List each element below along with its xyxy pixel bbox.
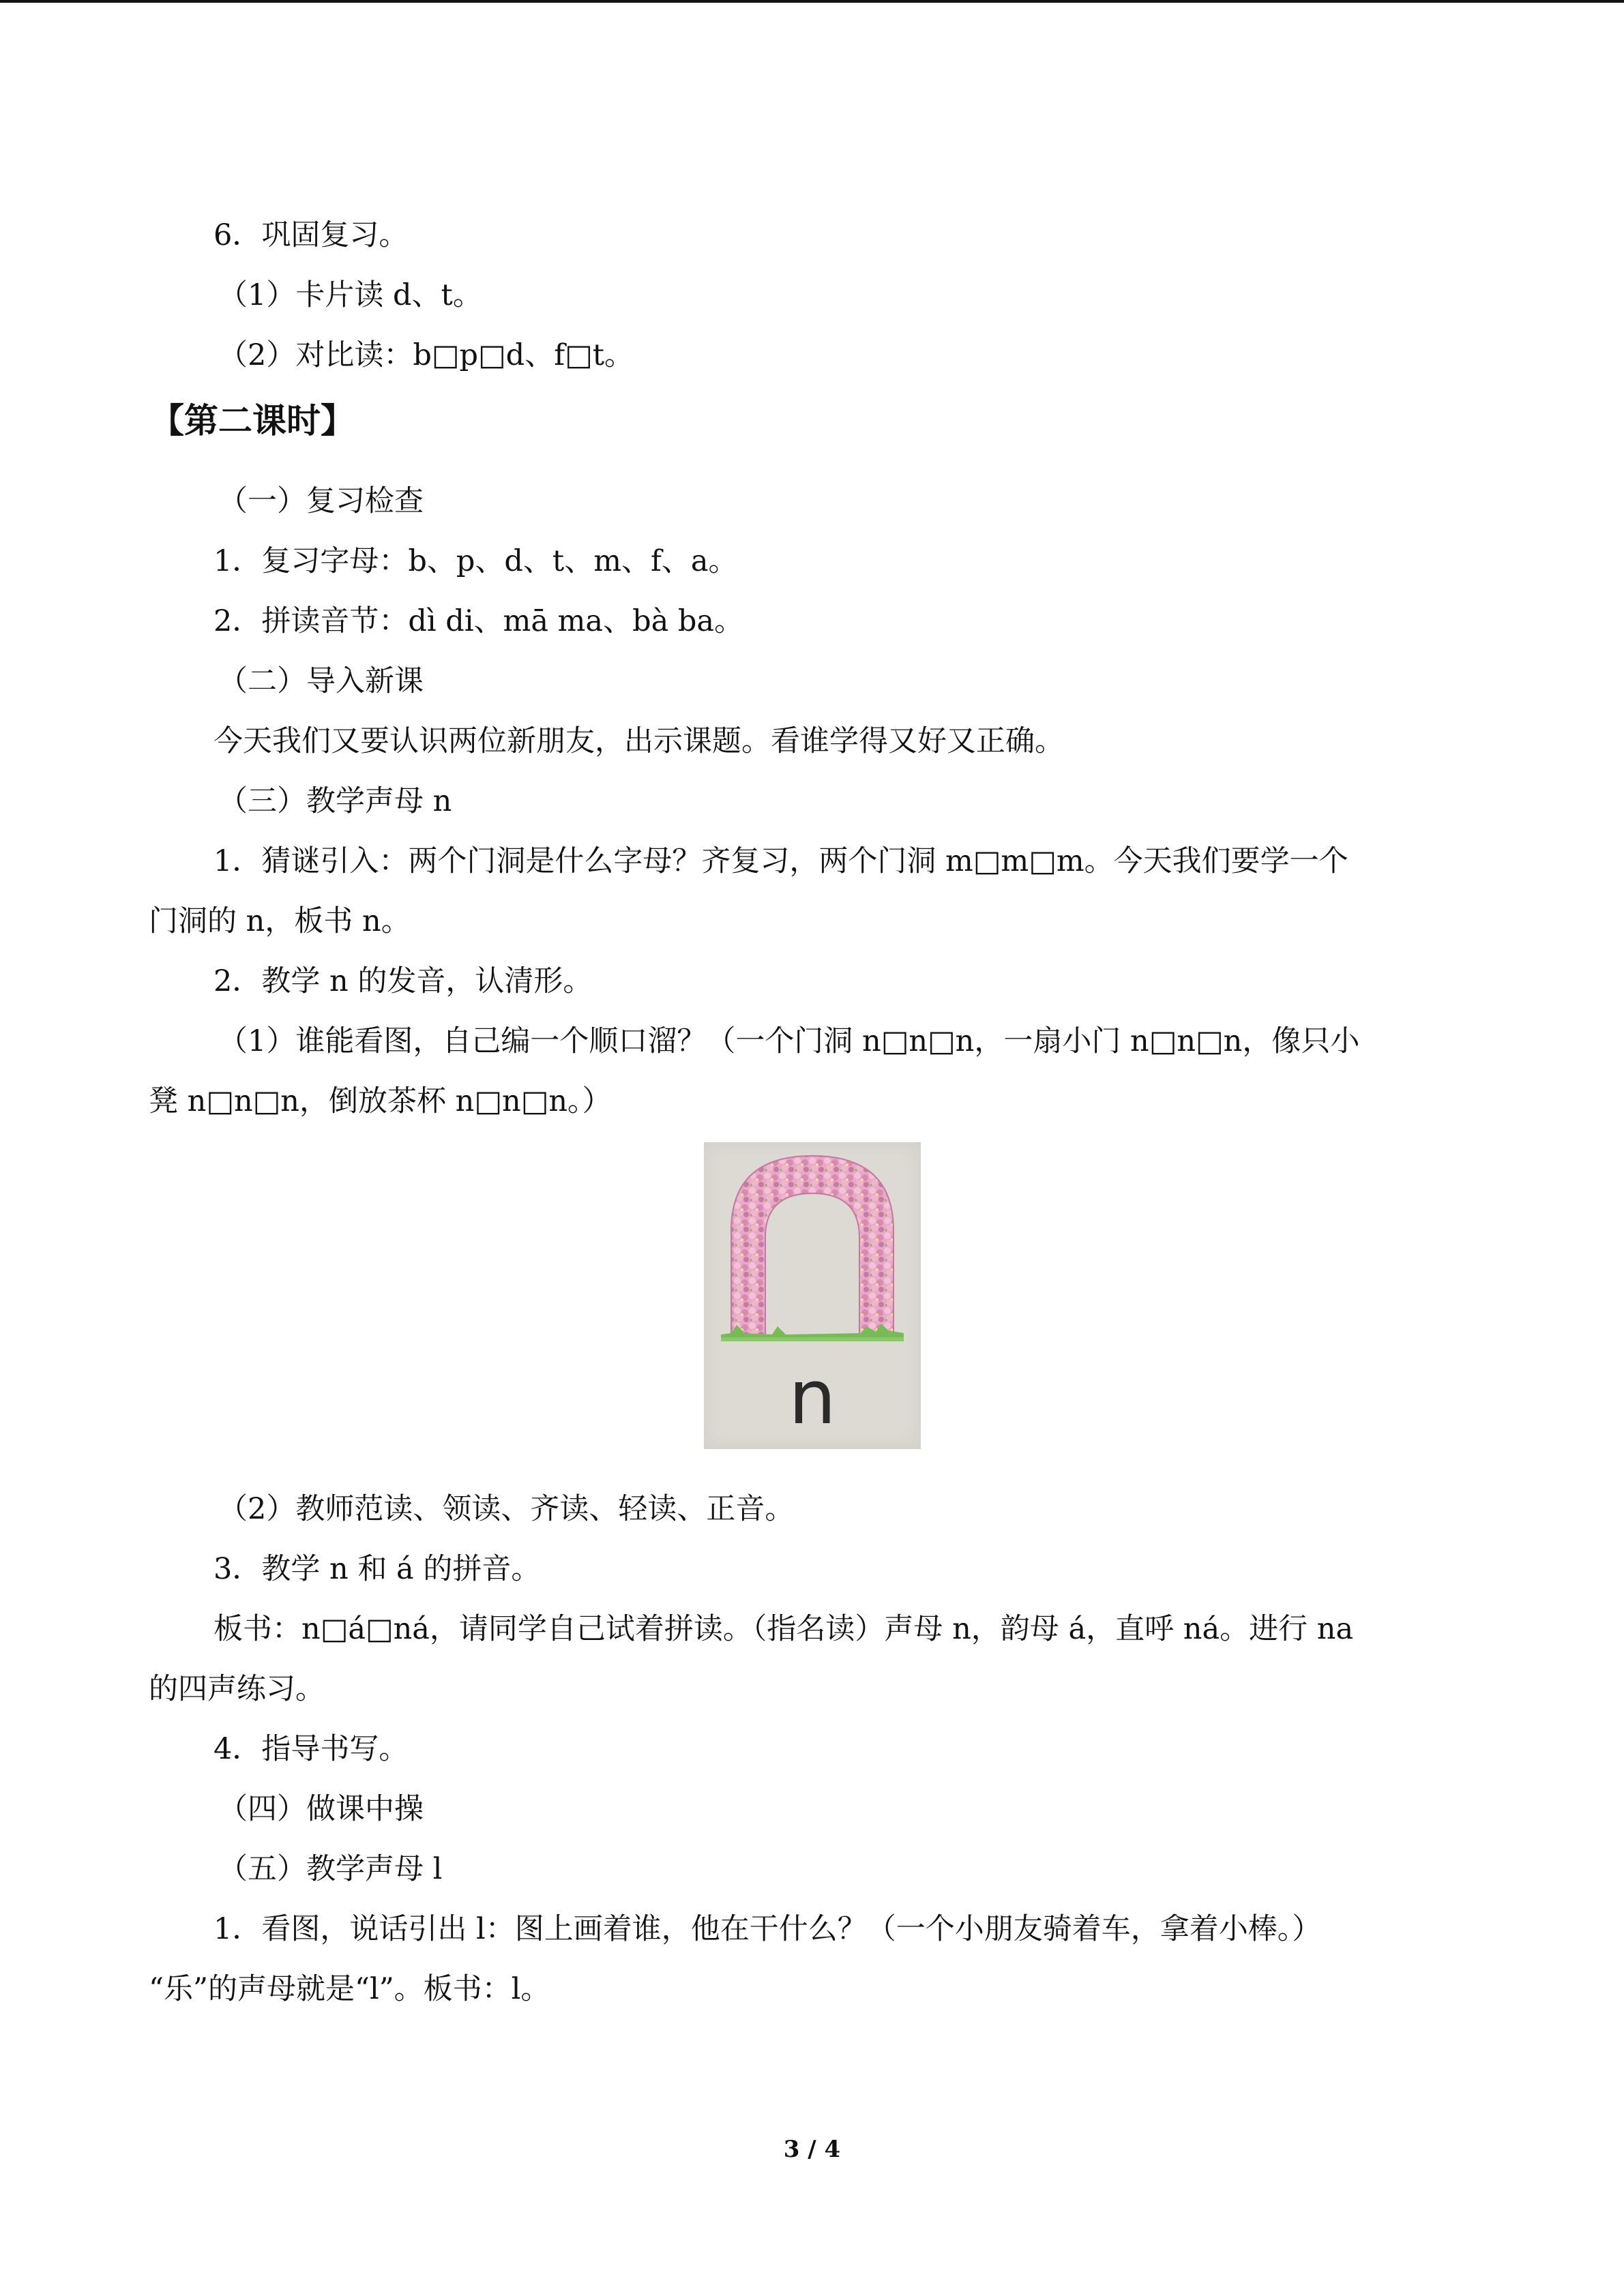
review-title: 6．巩固复习。 [213, 218, 409, 252]
part5-item-1-line-1: 1．看图，说话引出 l：图上画着谁，他在干什么？（一个小朋友骑着车，拿着小棒。） [213, 1912, 1322, 1946]
part5-title: （五）教学声母 l [218, 1852, 443, 1886]
part3-title: （三）教学声母 n [218, 784, 452, 818]
part3-item-3-text-line-2: 的四声练习。 [149, 1672, 325, 1706]
page-number: 3 / 4 [783, 2136, 841, 2163]
review-item-2: （2）对比读：b□p□d、f□t。 [218, 338, 634, 372]
part3-item-1-line-2: 门洞的 n，板书 n。 [149, 904, 411, 938]
part2-title: （二）导入新课 [218, 664, 424, 698]
part3-item-2-sub-1-line-1: （1）谁能看图，自己编一个顺口溜？（一个门洞 n□n□n，一扇小门 n□n□n，像只小 [218, 1024, 1360, 1058]
part3-item-1-line-1: 1．猜谜引入：两个门洞是什么字母？齐复习，两个门洞 m□m□m。今天我们要学一个 [213, 844, 1348, 878]
part4-title: （四）做课中操 [218, 1792, 424, 1826]
part3-item-3: 3．教学 n 和 á 的拼音。 [213, 1552, 541, 1586]
review-item-1: （1）卡片读 d、t。 [218, 278, 482, 312]
part5-item-1-line-2: “乐”的声母就是“l”。板书：l。 [149, 1972, 550, 2006]
lesson-heading: 【第二课时】 [150, 400, 355, 441]
part1-item-1: 1．复习字母：b、p、d、t、m、f、a。 [213, 544, 738, 578]
figure-letter: n [788, 1354, 836, 1441]
part3-item-2: 2．教学 n 的发音，认清形。 [213, 964, 593, 998]
part1-item-2: 2．拼读音节：dì di、mā ma、bà ba。 [213, 604, 744, 638]
part3-item-2-sub-2: （2）教师范读、领读、齐读、轻读、正音。 [218, 1492, 795, 1526]
part1-title: （一）复习检查 [218, 484, 424, 518]
top-border [0, 0, 1624, 3]
part3-item-2-sub-1-line-2: 凳 n□n□n，倒放茶杯 n□n□n。） [149, 1084, 612, 1118]
letter-n-arch-image [704, 1142, 921, 1449]
part3-item-3-text-line-1: 板书：n□á□ná，请同学自己试着拼读。（指名读）声母 n，韵母 á，直呼 ná。进行 na [213, 1612, 1354, 1646]
part2-text: 今天我们又要认识两位新朋友，出示课题。看谁学得又好又正确。 [213, 724, 1064, 758]
part3-item-4: 4．指导书写。 [213, 1732, 409, 1766]
